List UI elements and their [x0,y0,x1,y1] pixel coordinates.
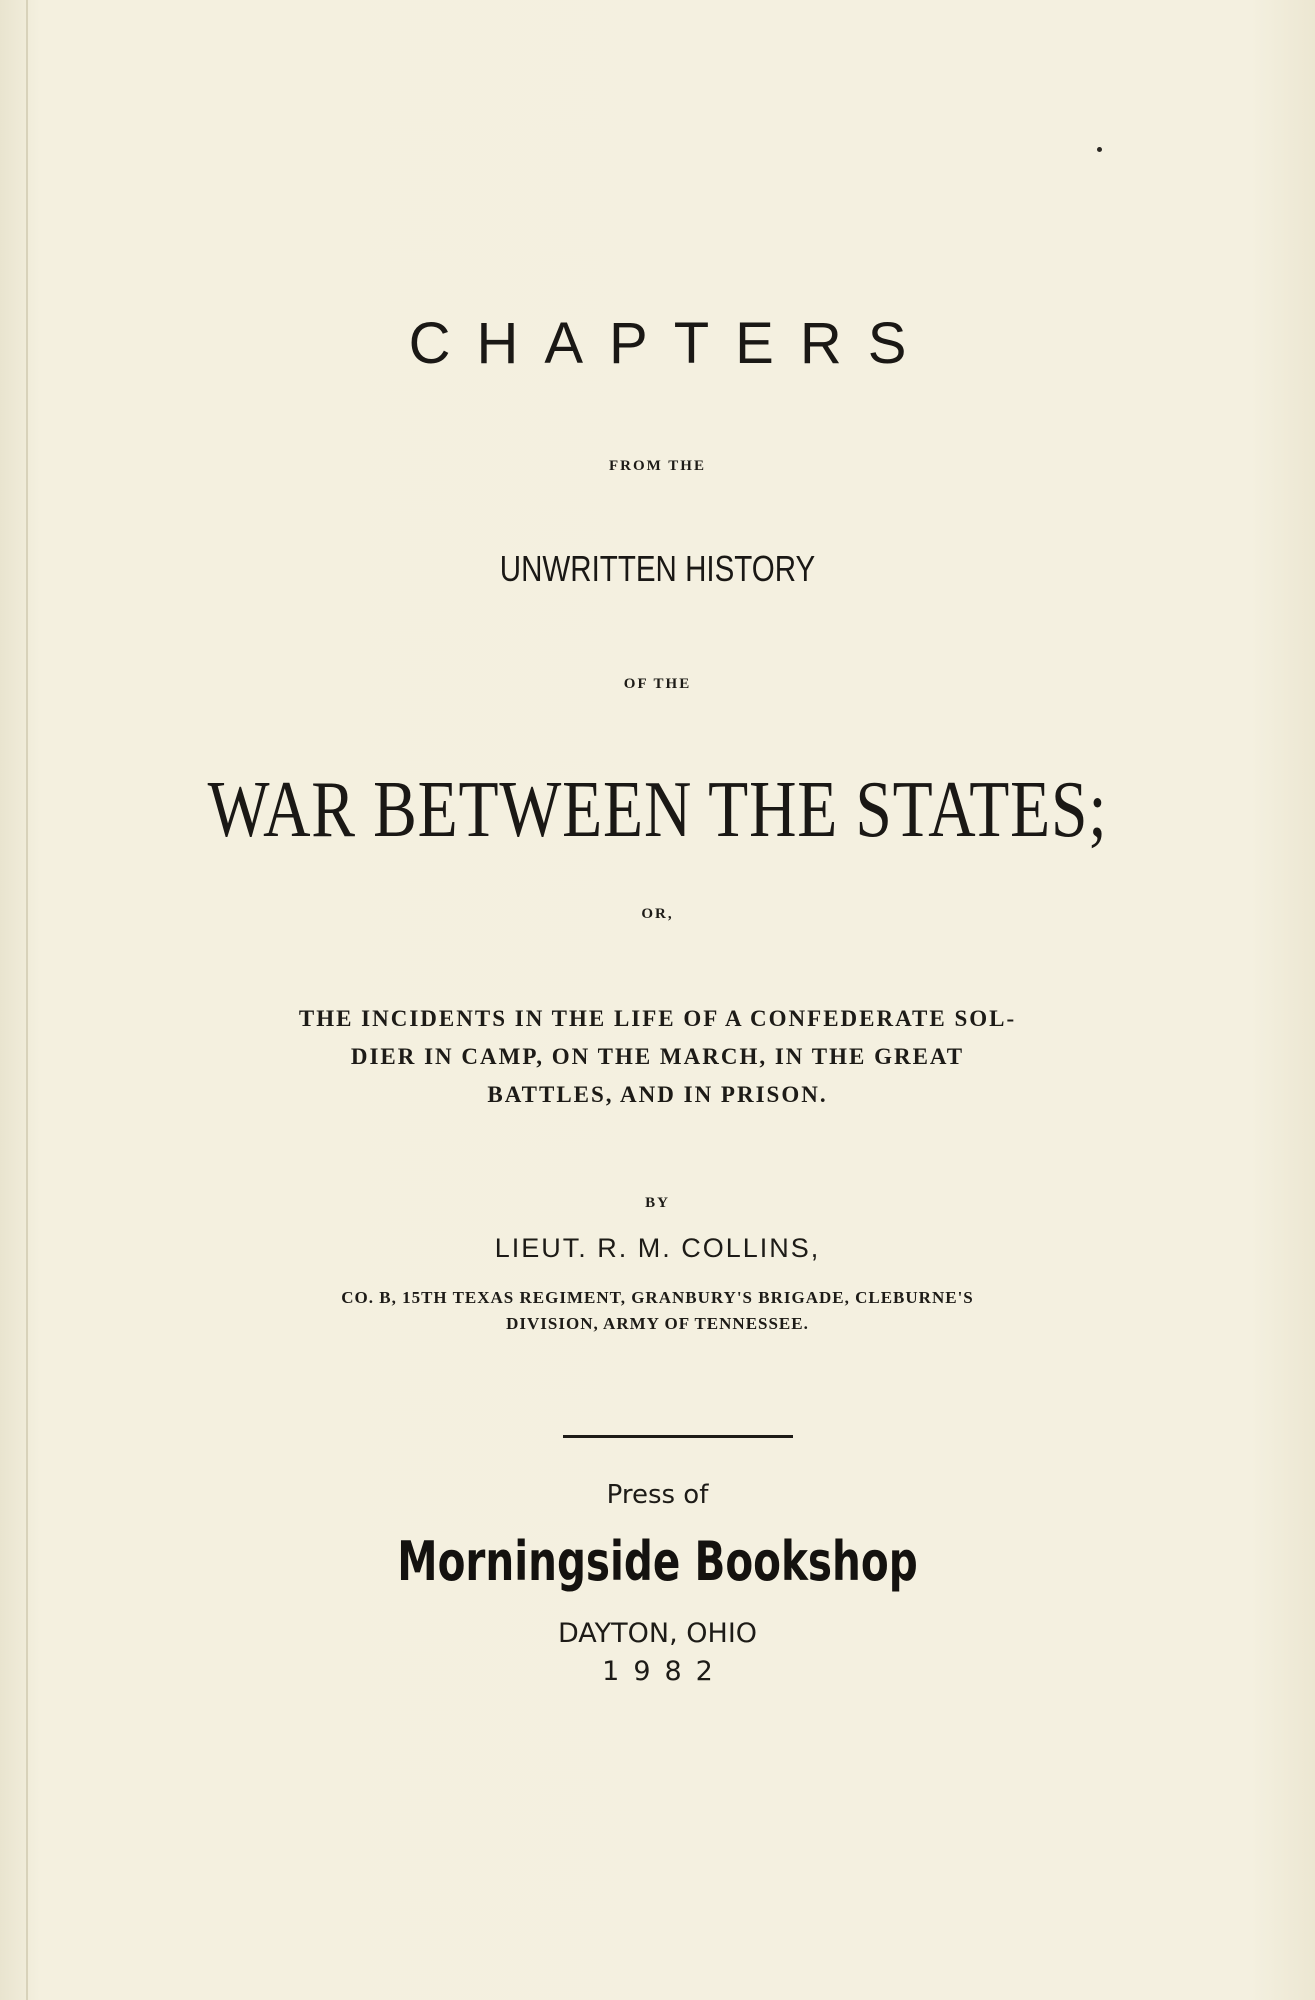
subtitle-line: DIER IN CAMP, ON THE MARCH, IN THE GREAT [350,1044,965,1069]
subtitle-line: THE INCIDENTS IN THE LIFE OF A CONFEDERATE SOL- [298,1006,1017,1031]
publisher-name: Morningside Bookshop [397,1530,918,1593]
press-of-text: Press of [606,1480,709,1510]
author-name: LIEUT. R. M. COLLINS, [494,1233,821,1263]
ink-speck [1097,147,1102,152]
affiliation-line: DIVISION, ARMY OF TENNESSEE. [506,1314,809,1333]
of-the-text: OF THE [623,676,692,692]
affiliation-line: CO. B, 15TH TEXAS REGIMENT, GRANBURY'S BRIGADE, CLEBURNE'S [341,1288,974,1307]
unwritten-history-text: UNWRITTEN HISTORY [499,548,816,589]
publisher-city: DAYTON, OHIO [557,1618,758,1649]
by-text: BY [645,1195,670,1211]
title-chapters: CHAPTERS [408,311,933,376]
or-text: OR, [641,906,674,922]
divider-rule [563,1435,793,1438]
subtitle-line: BATTLES, AND IN PRISON. [487,1082,828,1107]
publication-year: 1982 [602,1656,727,1687]
main-title: WAR BETWEEN THE STATES; [207,766,1108,854]
author-affiliation [0,1285,1315,1337]
subtitle-block [0,1000,1315,1114]
from-the-text: FROM THE [609,458,706,474]
